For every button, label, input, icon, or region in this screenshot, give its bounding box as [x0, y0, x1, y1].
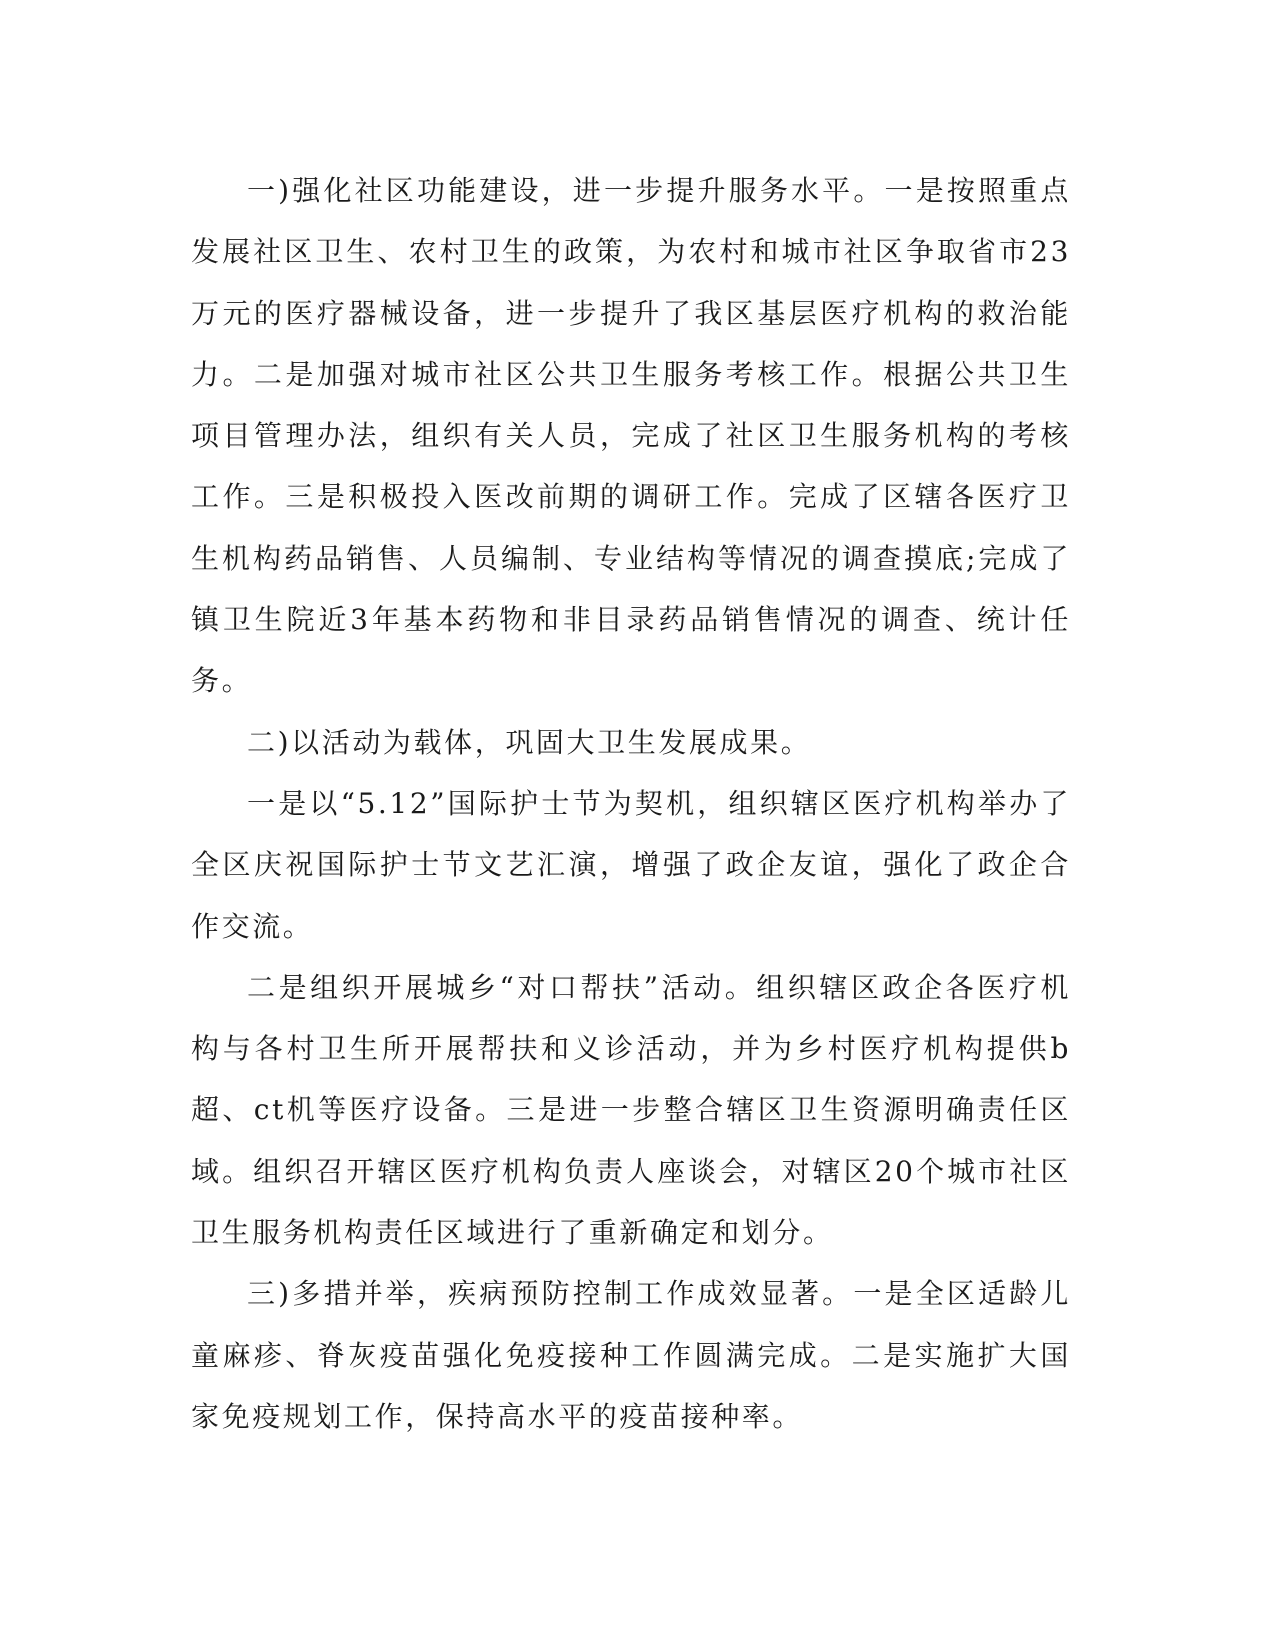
paragraph-community-function: 一)强化社区功能建设，进一步提升服务水平。一是按照重点发展社区卫生、农村卫生的政策，为农村和城市社区争取省市23万元的医疗器械设备，进一步提升了我区基层医疗机构的救治能力。二是加强对城市社区公共卫生服务考核工作。根据公共卫生项目管理办法，组织有关人员，完成了社区卫生服务机构的考核工作。三是积极投入医改前期的调研工作。完成了区辖各医疗卫生机构药品销售、人员编制、专业结构等情况的调查摸底;完成了镇卫生院近3年基本药物和非目录药品销售情况的调查、统计任务。 [191, 174, 1071, 698]
paragraph-disease-prevention: 三)多措并举，疾病预防控制工作成效显著。一是全区适龄儿童麻疹、脊灰疫苗强化免疫接种工作圆满完成。二是实施扩大国家免疫规划工作，保持高水平的疫苗接种率。 [191, 1277, 1071, 1433]
document-body [191, 160, 1071, 1447]
paragraph-activities-heading: 二)以活动为载体，巩固大卫生发展成果。 [247, 725, 812, 759]
paragraph-nurses-day: 一是以“5.12”国际护士节为契机，组织辖区医疗机构举办了全区庆祝国际护士节文艺汇演，增强了政企友谊，强化了政企合作交流。 [191, 786, 1071, 943]
paragraph-assistance: 二是组织开展城乡“对口帮扶”活动。组织辖区政企各医疗机构与各村卫生所开展帮扶和义诊活动，并为乡村医疗机构提供b超、ct机等医疗设备。三是进一步整合辖区卫生资源明确责任区域。组织召开辖区医疗机构负责人座谈会，对辖区20个城市社区卫生服务机构责任区域进行了重新确定和划分。 [191, 970, 1071, 1250]
